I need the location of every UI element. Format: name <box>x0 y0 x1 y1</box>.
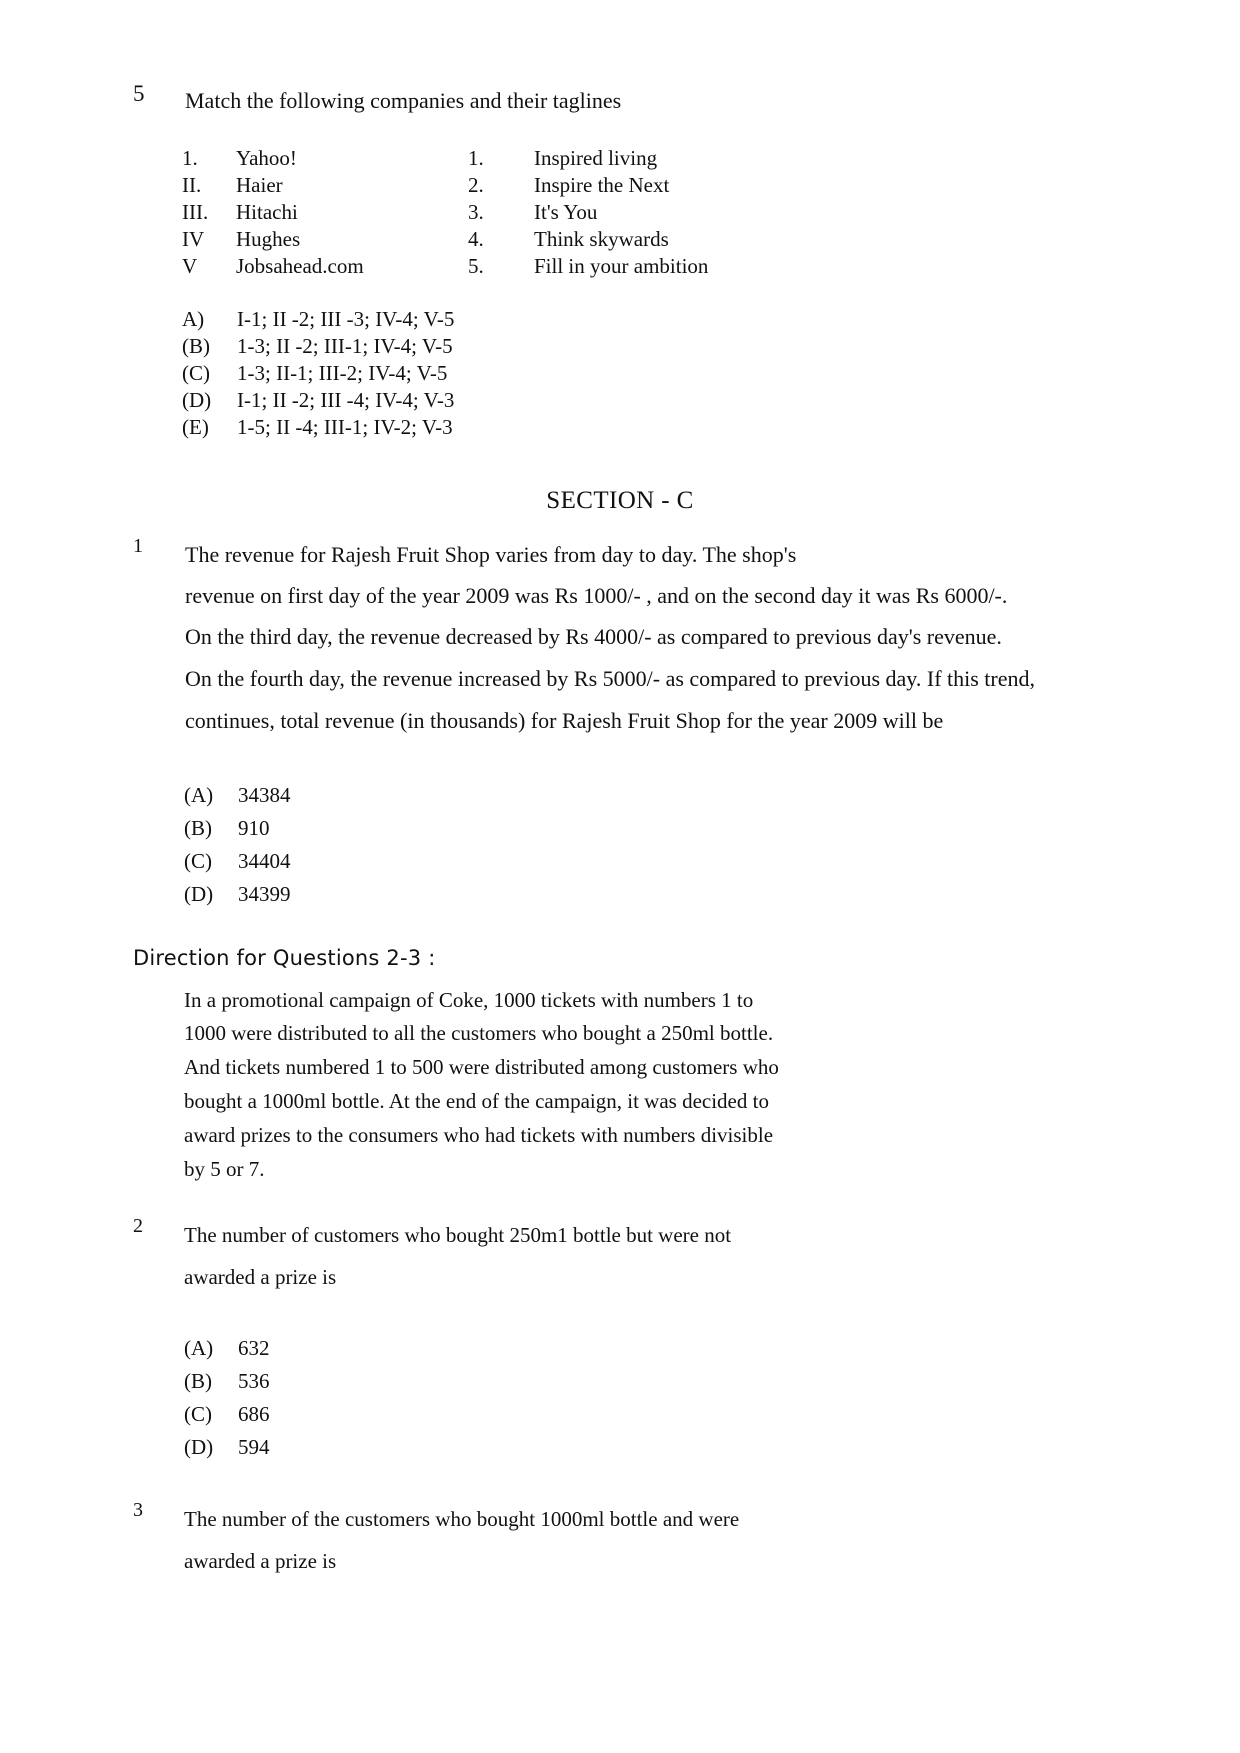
question-5-number: 5 <box>133 81 145 106</box>
direction-heading: Direction for Questions 2-3 : <box>133 946 436 970</box>
company-name: Hughes <box>236 227 301 251</box>
option-value: 686 <box>238 1402 270 1426</box>
option-d[interactable] <box>182 387 454 414</box>
option-value: I-1; II -2; III -3; IV-4; V-5 <box>237 307 455 331</box>
option-value: 1-3; II -2; III-1; IV-4; V-5 <box>237 334 453 358</box>
tagline-marker: 1. <box>468 146 484 170</box>
direction-line-3: And tickets numbered 1 to 500 were distributed among customers who <box>184 1055 779 1079</box>
company-marker: V <box>182 254 198 278</box>
option-value: 1-5; II -4; III-1; IV-2; V-3 <box>237 415 453 439</box>
direction-line-4: bought a 1000ml bottle. At the end of the campaign, it was decided to <box>184 1089 769 1113</box>
question-2-options <box>184 1332 270 1464</box>
company-marker: III. <box>182 200 209 224</box>
company-name: Jobsahead.com <box>236 254 364 278</box>
option-d[interactable] <box>184 1431 270 1464</box>
question-1-line-3: On the third day, the revenue decreased by Rs 4000/- as compared to previous day's revenue. <box>185 624 1002 649</box>
section-heading: SECTION - C <box>546 487 694 514</box>
option-e[interactable] <box>182 414 454 441</box>
direction-line-2: 1000 were distributed to all the customers who bought a 250ml bottle. <box>184 1021 774 1045</box>
company-name: Yahoo! <box>236 146 297 170</box>
question-3-line-1: The number of the customers who bought 1000ml bottle and were <box>184 1507 740 1531</box>
table-row <box>182 172 708 199</box>
option-value: 594 <box>238 1435 270 1459</box>
direction-line-6: by 5 or 7. <box>184 1157 265 1181</box>
option-label: (B) <box>182 334 210 358</box>
option-label: (B) <box>184 816 212 840</box>
option-c[interactable] <box>184 845 291 878</box>
question-1-line-1: The revenue for Rajesh Fruit Shop varies from day to day. The shop's <box>185 542 797 567</box>
tagline-text: Inspire the Next <box>534 173 670 197</box>
question-1-options <box>184 779 291 911</box>
company-name: Haier <box>236 173 283 197</box>
option-label: (D) <box>184 882 214 906</box>
direction-line-1: In a promotional campaign of Coke, 1000 tickets with numbers 1 to <box>184 988 754 1012</box>
option-value: 536 <box>238 1369 270 1393</box>
option-label: A) <box>182 307 205 331</box>
question-3-number: 3 <box>133 1499 143 1521</box>
option-a[interactable] <box>184 1332 270 1365</box>
company-marker: 1. <box>182 146 198 170</box>
tagline-text: Inspired living <box>534 146 658 170</box>
option-value: 632 <box>238 1336 270 1360</box>
option-label: (C) <box>182 361 210 385</box>
option-c[interactable] <box>182 360 454 387</box>
option-label: (C) <box>184 1402 212 1426</box>
option-b[interactable] <box>184 812 291 845</box>
option-label: (D) <box>184 1435 214 1459</box>
option-label: (C) <box>184 849 212 873</box>
question-2-number: 2 <box>133 1215 143 1237</box>
question-1-line-4: On the fourth day, the revenue increased by Rs 5000/- as compared to previous day. If this trend, <box>185 666 1036 691</box>
tagline-marker: 4. <box>468 227 484 251</box>
tagline-text: It's You <box>534 200 598 224</box>
option-value: 34399 <box>238 882 291 906</box>
company-marker: II. <box>182 173 202 197</box>
option-label: (B) <box>184 1369 212 1393</box>
option-label: (D) <box>182 388 212 412</box>
question-2-line-2: awarded a prize is <box>184 1265 337 1289</box>
question-1-number: 1 <box>133 535 143 557</box>
option-d[interactable] <box>184 878 291 911</box>
question-5-stem: Match the following companies and their taglines <box>185 88 622 113</box>
option-label: (A) <box>184 1336 214 1360</box>
tagline-marker: 2. <box>468 173 484 197</box>
option-a[interactable] <box>182 306 454 333</box>
option-label: (E) <box>182 415 209 439</box>
option-c[interactable] <box>184 1398 270 1431</box>
option-value: 34404 <box>238 849 291 873</box>
table-row <box>182 253 708 280</box>
tagline-text: Fill in your ambition <box>534 254 709 278</box>
option-b[interactable] <box>182 333 454 360</box>
company-marker: IV <box>182 227 205 251</box>
option-value: I-1; II -2; III -4; IV-4; V-3 <box>237 388 455 412</box>
question-5-options <box>182 306 454 441</box>
question-2-line-1: The number of customers who bought 250m1 bottle but were not <box>184 1223 732 1247</box>
option-value: 1-3; II-1; III-2; IV-4; V-5 <box>237 361 448 385</box>
option-value: 910 <box>238 816 270 840</box>
option-a[interactable] <box>184 779 291 812</box>
question-3-line-2: awarded a prize is <box>184 1549 337 1573</box>
tagline-text: Think skywards <box>534 227 669 251</box>
match-the-following-table <box>182 145 708 280</box>
tagline-marker: 3. <box>468 200 484 224</box>
question-1-line-5: continues, total revenue (in thousands) for Rajesh Fruit Shop for the year 2009 will be <box>185 708 944 733</box>
option-value: 34384 <box>238 783 291 807</box>
tagline-marker: 5. <box>468 254 484 278</box>
table-row <box>182 226 708 253</box>
option-label: (A) <box>184 783 214 807</box>
table-row <box>182 145 708 172</box>
option-b[interactable] <box>184 1365 270 1398</box>
table-row <box>182 199 708 226</box>
direction-line-5: award prizes to the consumers who had tickets with numbers divisible <box>184 1123 774 1147</box>
company-name: Hitachi <box>236 200 298 224</box>
question-1-line-2: revenue on first day of the year 2009 was Rs 1000/- , and on the second day it was Rs 6000/-. <box>185 583 1008 608</box>
